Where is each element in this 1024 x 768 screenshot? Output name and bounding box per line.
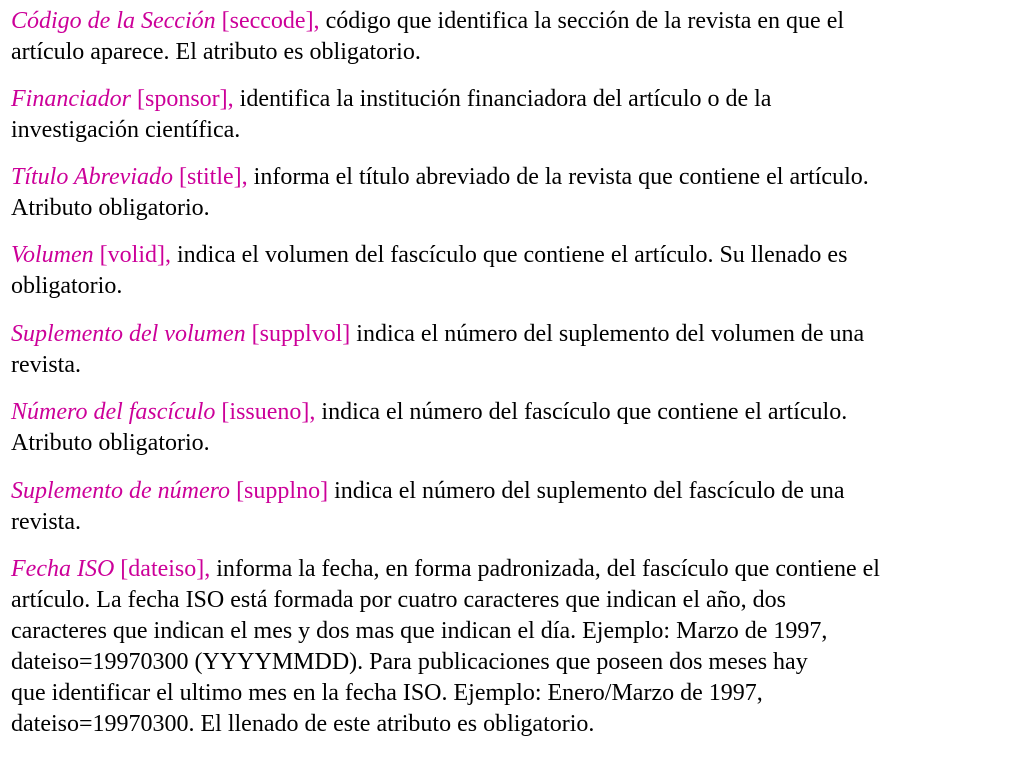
field-description-line: caracteres que indican el mes y dos mas que indican el día. Ejemplo: Marzo de 1997, — [11, 618, 828, 644]
field-name: Código de la Sección — [11, 8, 216, 34]
field-name: Título Abreviado — [11, 164, 173, 190]
field-code: [supplno] — [230, 478, 329, 504]
field-description-line: indica el número del suplemento del fascículo de una — [328, 478, 845, 504]
field-code: [dateiso], — [114, 556, 211, 582]
field-description-line: dateiso=19970300. El llenado de este atributo es obligatorio. — [11, 711, 595, 737]
entry-supplno — [11, 476, 1024, 538]
field-name: Suplemento del volumen — [11, 321, 246, 347]
field-code: [sponsor], — [131, 86, 234, 112]
field-description-line: identifica la institución financiadora del artículo o de la — [233, 86, 772, 112]
field-description-line: revista. — [11, 509, 81, 535]
field-name: Fecha ISO — [11, 556, 115, 582]
field-description-line: dateiso=19970300 (YYYYMMDD). Para publicaciones que poseen dos meses hay — [11, 649, 808, 675]
field-description-line: informa la fecha, en forma padronizada, del fascículo que contiene el — [210, 556, 880, 582]
field-description-line: artículo aparece. El atributo es obligatorio. — [11, 39, 421, 65]
field-name: Volumen — [11, 242, 94, 268]
entry-volid — [11, 240, 1024, 302]
field-description-line: que identificar el ultimo mes en la fecha ISO. Ejemplo: Enero/Marzo de 1997, — [11, 680, 763, 706]
field-description-line: indica el volumen del fascículo que contiene el artículo. Su llenado es — [170, 242, 848, 268]
field-name: Número del fascículo — [11, 399, 216, 425]
field-description-line: informa el título abreviado de la revista que contiene el artículo. — [247, 164, 869, 190]
field-description-line: investigación científica. — [11, 117, 241, 143]
field-code: [supplvol] — [245, 321, 351, 347]
field-description-line: Atributo obligatorio. — [11, 195, 210, 221]
entry-seccode — [11, 6, 1024, 68]
entry-sponsor — [11, 84, 1024, 146]
field-description-line: indica el número del suplemento del volumen de una — [350, 321, 865, 347]
field-code: [volid], — [93, 242, 171, 268]
field-description-line: indica el número del fascículo que contiene el artículo. — [315, 399, 848, 425]
entry-dateiso — [11, 554, 1024, 740]
field-name: Suplemento de número — [11, 478, 231, 504]
field-description-line: código que identifica la sección de la revista en que el — [319, 8, 845, 34]
entry-supplvol — [11, 319, 1024, 381]
field-code: [stitle], — [173, 164, 248, 190]
field-code: [issueno], — [215, 399, 316, 425]
field-name: Financiador — [11, 86, 131, 112]
field-description-line: Atributo obligatorio. — [11, 430, 210, 456]
field-description-line: revista. — [11, 352, 81, 378]
field-description-line: artículo. La fecha ISO está formada por cuatro caracteres que indican el año, dos — [11, 587, 786, 613]
field-description-line: obligatorio. — [11, 273, 123, 299]
field-code: [seccode], — [215, 8, 320, 34]
entry-stitle — [11, 162, 1024, 224]
entry-issueno — [11, 397, 1024, 459]
